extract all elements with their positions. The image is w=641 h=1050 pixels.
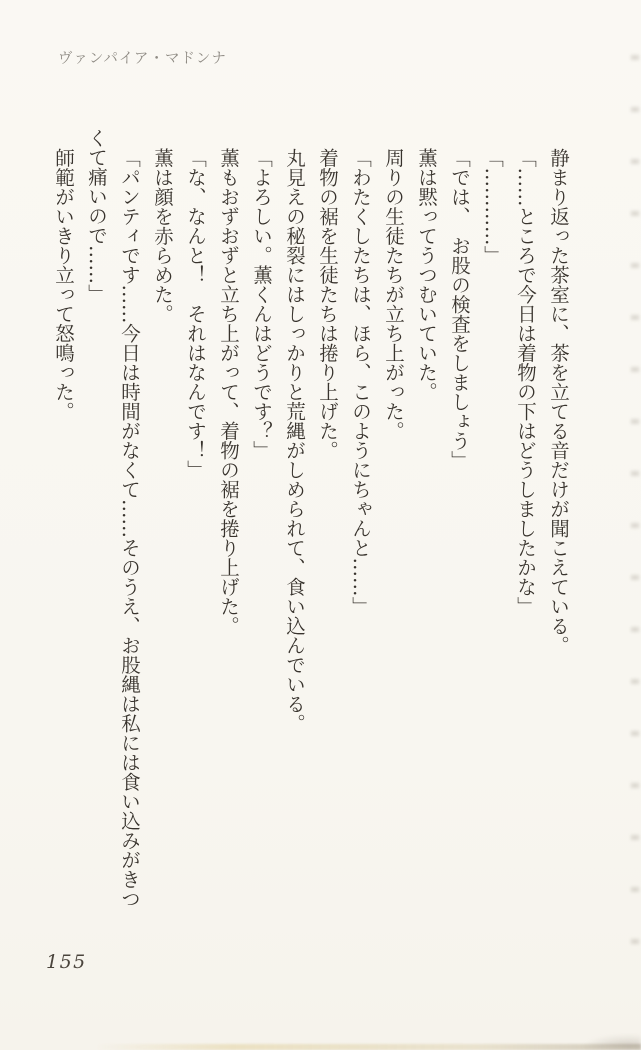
paragraph-11: 薫もおずおずと立ち上がって、着物の裾を捲り上げた。 — [217, 147, 240, 635]
running-title: ヴァンパイア・マドンナ — [58, 51, 227, 67]
paragraph-8: 着物の裾を生徒たちは捲り上げた。 — [316, 147, 339, 460]
paragraph-1: 静まり返った茶室に、茶を立てる音だけが聞こえている。 — [547, 147, 570, 655]
paragraph-4: 「では、 お股の検査をしましょう」 — [448, 147, 471, 470]
body-text-block — [41, 128, 575, 910]
paragraph-5: 薫は黙ってうつむいていた。 — [415, 147, 438, 401]
scan-edge-artifacts — [631, 55, 639, 955]
page-bottom-edge — [95, 1044, 641, 1050]
paragraph-9: 丸見えの秘裂にはしっかりと荒縄がしめられて、食い込んでいる。 — [283, 147, 306, 733]
paragraph-13: 薫は顔を赤らめた。 — [151, 147, 174, 323]
paragraph-6: 周りの生徒たちが立ち上がった。 — [382, 147, 405, 440]
corner-smudge — [581, 1034, 641, 1048]
paragraph-12: 「な、なんと！ それはなんです！」 — [184, 147, 207, 479]
paragraph-2: 「……ところで今日は着物の下はどうしましたかな」 — [514, 147, 537, 616]
paragraph-14: 「パンティです……今日は時間がなくて……そのうえ、お股縄は私には食い込みがきつくて痛いので……」 — [85, 128, 141, 908]
page-number: 155 — [46, 951, 87, 973]
paragraph-15: 師範がいきり立って怒鳴った。 — [52, 147, 75, 421]
paragraph-3: 「…………」 — [481, 147, 504, 265]
paragraph-10: 「よろしい。薫くんはどうです？」 — [250, 147, 273, 460]
paragraph-7: 「わたくしたちは、ほら、このようにちゃんと……」 — [349, 147, 372, 616]
